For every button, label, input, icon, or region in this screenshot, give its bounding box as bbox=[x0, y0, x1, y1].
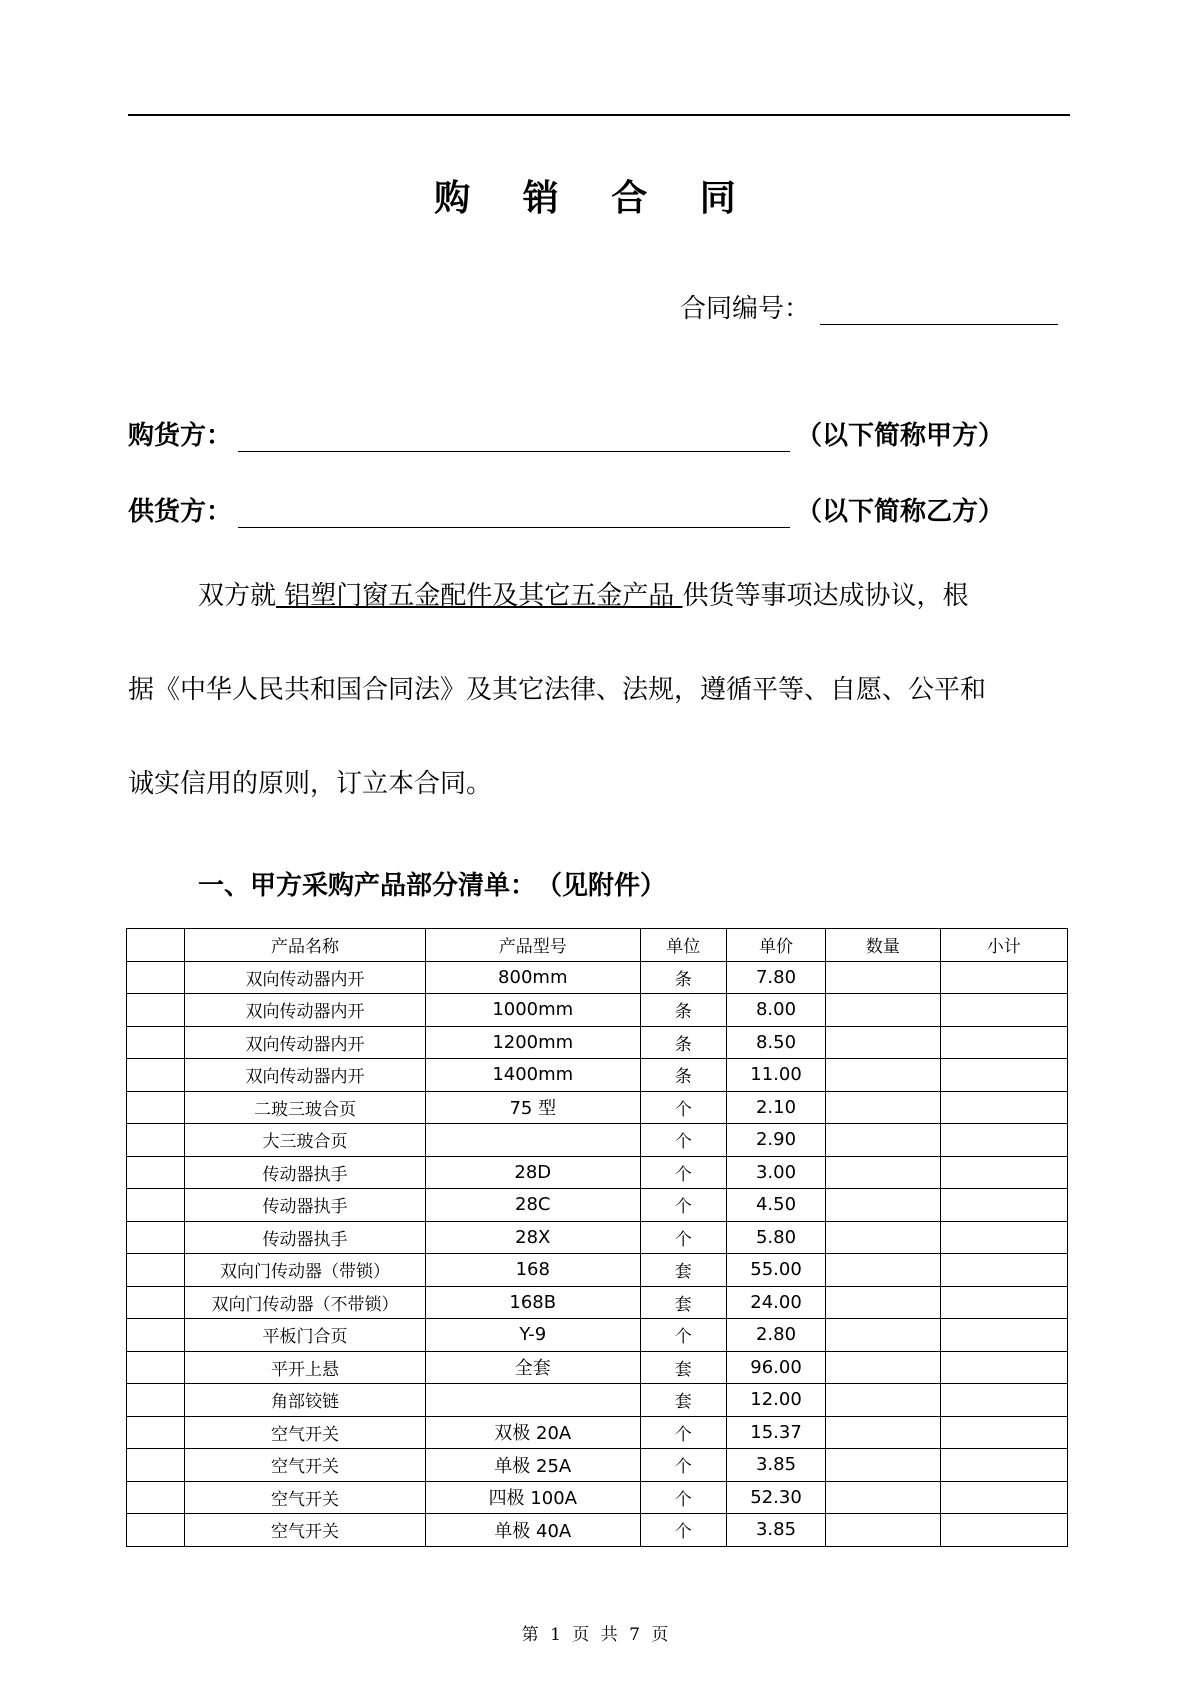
page-footer: 第 1 页 共 7 页 bbox=[521, 1625, 669, 1645]
document-title: 购 销 合 同 bbox=[434, 178, 756, 219]
price-cell: 3.85 bbox=[726, 1449, 825, 1482]
unit-cell: 套 bbox=[640, 1351, 726, 1384]
unit-cell: 个 bbox=[640, 1416, 726, 1449]
quantity-cell[interactable] bbox=[826, 1221, 940, 1254]
quantity-cell[interactable] bbox=[826, 1351, 940, 1384]
unit-cell: 条 bbox=[640, 1026, 726, 1059]
product-name-cell: 双向传动器内开 bbox=[185, 1059, 426, 1092]
quantity-cell[interactable] bbox=[826, 994, 940, 1027]
product-name-cell: 双向传动器内开 bbox=[185, 1026, 426, 1059]
buyer-line bbox=[128, 415, 1004, 452]
quantity-cell[interactable] bbox=[826, 1514, 940, 1547]
subtotal-cell[interactable] bbox=[940, 1221, 1067, 1254]
unit-cell: 条 bbox=[640, 994, 726, 1027]
product-name-cell: 空气开关 bbox=[185, 1514, 426, 1547]
unit-cell: 条 bbox=[640, 1059, 726, 1092]
header-product-name: 产品名称 bbox=[185, 929, 426, 962]
quantity-cell[interactable] bbox=[826, 1286, 940, 1319]
subtotal-cell[interactable] bbox=[940, 1091, 1067, 1124]
header-quantity: 数量 bbox=[826, 929, 940, 962]
quantity-cell[interactable] bbox=[826, 1026, 940, 1059]
contract-number-field bbox=[680, 288, 1058, 325]
price-cell: 3.00 bbox=[726, 1156, 825, 1189]
quantity-cell[interactable] bbox=[826, 1091, 940, 1124]
model-cell: 28C bbox=[425, 1189, 640, 1222]
price-cell: 2.90 bbox=[726, 1124, 825, 1157]
row-index-cell bbox=[127, 1384, 185, 1417]
model-cell: 28D bbox=[425, 1156, 640, 1189]
unit-cell: 套 bbox=[640, 1254, 726, 1287]
subtotal-cell[interactable] bbox=[940, 1351, 1067, 1384]
header-model: 产品型号 bbox=[425, 929, 640, 962]
contract-number-label: 合同编号： bbox=[680, 294, 811, 324]
row-index-cell bbox=[127, 1026, 185, 1059]
row-index-cell bbox=[127, 1091, 185, 1124]
product-name-cell: 大三玻合页 bbox=[185, 1124, 426, 1157]
table-row bbox=[127, 1221, 1068, 1254]
subtotal-cell[interactable] bbox=[940, 1384, 1067, 1417]
table-row bbox=[127, 1351, 1068, 1384]
intro-line-3: 诚实信用的原则，订立本合同。 bbox=[128, 769, 493, 799]
intro-suffix: 供货等事项达成协议，根 bbox=[682, 581, 969, 611]
model-cell: 75 型 bbox=[425, 1091, 640, 1124]
price-cell: 24.00 bbox=[726, 1286, 825, 1319]
row-index-cell bbox=[127, 961, 185, 994]
unit-cell: 条 bbox=[640, 961, 726, 994]
product-name-cell: 双向门传动器（不带锁） bbox=[185, 1286, 426, 1319]
quantity-cell[interactable] bbox=[826, 961, 940, 994]
table-row bbox=[127, 1384, 1068, 1417]
table-row bbox=[127, 1416, 1068, 1449]
intro-line-2: 据《中华人民共和国合同法》及其它法律、法规，遵循平等、自愿、公平和 bbox=[128, 675, 987, 705]
subtotal-cell[interactable] bbox=[940, 1156, 1067, 1189]
supplier-blank[interactable] bbox=[238, 499, 790, 528]
model-cell: 四极 100A bbox=[425, 1481, 640, 1514]
subtotal-cell[interactable] bbox=[940, 1026, 1067, 1059]
model-cell: Y-9 bbox=[425, 1319, 640, 1352]
product-name-cell: 双向门传动器（带锁） bbox=[185, 1254, 426, 1287]
buyer-suffix: （以下简称甲方） bbox=[796, 421, 1005, 451]
header-price: 单价 bbox=[726, 929, 825, 962]
table-row bbox=[127, 994, 1068, 1027]
row-index-cell bbox=[127, 1156, 185, 1189]
table-row bbox=[127, 1319, 1068, 1352]
product-name-cell: 空气开关 bbox=[185, 1449, 426, 1482]
price-cell: 15.37 bbox=[726, 1416, 825, 1449]
unit-cell: 个 bbox=[640, 1091, 726, 1124]
buyer-blank[interactable] bbox=[238, 423, 790, 452]
price-cell: 52.30 bbox=[726, 1481, 825, 1514]
table-row bbox=[127, 1286, 1068, 1319]
table-header-row bbox=[127, 929, 1068, 962]
row-index-cell bbox=[127, 1286, 185, 1319]
intro-line-1 bbox=[128, 575, 1070, 612]
table-row bbox=[127, 1189, 1068, 1222]
price-cell: 2.10 bbox=[726, 1091, 825, 1124]
header-rule bbox=[128, 114, 1070, 116]
unit-cell: 个 bbox=[640, 1189, 726, 1222]
unit-cell: 个 bbox=[640, 1481, 726, 1514]
subtotal-cell[interactable] bbox=[940, 961, 1067, 994]
unit-cell: 个 bbox=[640, 1221, 726, 1254]
subtotal-cell[interactable] bbox=[940, 1189, 1067, 1222]
header-subtotal: 小计 bbox=[940, 929, 1067, 962]
unit-cell: 个 bbox=[640, 1319, 726, 1352]
price-cell: 5.80 bbox=[726, 1221, 825, 1254]
unit-cell: 个 bbox=[640, 1124, 726, 1157]
unit-cell: 套 bbox=[640, 1384, 726, 1417]
subtotal-cell[interactable] bbox=[940, 1514, 1067, 1547]
product-table bbox=[126, 928, 1068, 1547]
quantity-cell[interactable] bbox=[826, 1254, 940, 1287]
subtotal-cell[interactable] bbox=[940, 1481, 1067, 1514]
subtotal-cell[interactable] bbox=[940, 1319, 1067, 1352]
model-cell bbox=[425, 1384, 640, 1417]
price-cell: 96.00 bbox=[726, 1351, 825, 1384]
subtotal-cell[interactable] bbox=[940, 1254, 1067, 1287]
intro-subject: 铝塑门窗五金配件及其它五金产品 bbox=[276, 581, 683, 611]
product-name-cell: 二玻三玻合页 bbox=[185, 1091, 426, 1124]
product-name-cell: 传动器执手 bbox=[185, 1189, 426, 1222]
header-index bbox=[127, 929, 185, 962]
section-1-title: 一、甲方采购产品部分清单： （见附件） bbox=[198, 871, 667, 901]
quantity-cell[interactable] bbox=[826, 1384, 940, 1417]
row-index-cell bbox=[127, 1221, 185, 1254]
quantity-cell[interactable] bbox=[826, 1416, 940, 1449]
quantity-cell[interactable] bbox=[826, 1059, 940, 1092]
row-index-cell bbox=[127, 1351, 185, 1384]
product-name-cell: 双向传动器内开 bbox=[185, 994, 426, 1027]
unit-cell: 个 bbox=[640, 1449, 726, 1482]
subtotal-cell[interactable] bbox=[940, 1286, 1067, 1319]
row-index-cell bbox=[127, 1254, 185, 1287]
table-row bbox=[127, 1156, 1068, 1189]
row-index-cell bbox=[127, 1481, 185, 1514]
quantity-cell[interactable] bbox=[826, 1189, 940, 1222]
quantity-cell[interactable] bbox=[826, 1124, 940, 1157]
unit-cell: 套 bbox=[640, 1286, 726, 1319]
price-cell: 4.50 bbox=[726, 1189, 825, 1222]
table-row bbox=[127, 1481, 1068, 1514]
product-name-cell: 平开上悬 bbox=[185, 1351, 426, 1384]
price-cell: 12.00 bbox=[726, 1384, 825, 1417]
model-cell: 1000mm bbox=[425, 994, 640, 1027]
row-index-cell bbox=[127, 1416, 185, 1449]
model-cell: 168B bbox=[425, 1286, 640, 1319]
quantity-cell[interactable] bbox=[826, 1481, 940, 1514]
unit-cell: 个 bbox=[640, 1156, 726, 1189]
quantity-cell[interactable] bbox=[826, 1156, 940, 1189]
table-row bbox=[127, 961, 1068, 994]
row-index-cell bbox=[127, 1059, 185, 1092]
table-row bbox=[127, 1124, 1068, 1157]
supplier-line bbox=[128, 491, 1004, 528]
product-name-cell: 传动器执手 bbox=[185, 1156, 426, 1189]
model-cell: 单极 40A bbox=[425, 1514, 640, 1547]
subtotal-cell[interactable] bbox=[940, 1124, 1067, 1157]
supplier-label: 供货方： bbox=[128, 497, 233, 527]
intro-prefix: 双方就 bbox=[198, 581, 277, 611]
product-name-cell: 空气开关 bbox=[185, 1416, 426, 1449]
unit-cell: 个 bbox=[640, 1514, 726, 1547]
row-index-cell bbox=[127, 1449, 185, 1482]
price-cell: 55.00 bbox=[726, 1254, 825, 1287]
model-cell: 1200mm bbox=[425, 1026, 640, 1059]
row-index-cell bbox=[127, 1124, 185, 1157]
row-index-cell bbox=[127, 994, 185, 1027]
subtotal-cell[interactable] bbox=[940, 1449, 1067, 1482]
table-row bbox=[127, 1449, 1068, 1482]
product-name-cell: 空气开关 bbox=[185, 1481, 426, 1514]
product-name-cell: 双向传动器内开 bbox=[185, 961, 426, 994]
model-cell: 1400mm bbox=[425, 1059, 640, 1092]
subtotal-cell[interactable] bbox=[940, 1416, 1067, 1449]
price-cell: 3.85 bbox=[726, 1514, 825, 1547]
product-name-cell: 平板门合页 bbox=[185, 1319, 426, 1352]
model-cell: 168 bbox=[425, 1254, 640, 1287]
table-row bbox=[127, 1091, 1068, 1124]
price-cell: 8.50 bbox=[726, 1026, 825, 1059]
model-cell: 800mm bbox=[425, 961, 640, 994]
model-cell bbox=[425, 1124, 640, 1157]
price-cell: 11.00 bbox=[726, 1059, 825, 1092]
quantity-cell[interactable] bbox=[826, 1319, 940, 1352]
contract-number-blank[interactable] bbox=[820, 300, 1058, 325]
table-row bbox=[127, 1514, 1068, 1547]
product-name-cell: 传动器执手 bbox=[185, 1221, 426, 1254]
header-unit: 单位 bbox=[640, 929, 726, 962]
price-cell: 7.80 bbox=[726, 961, 825, 994]
product-name-cell: 角部铰链 bbox=[185, 1384, 426, 1417]
model-cell: 28X bbox=[425, 1221, 640, 1254]
row-index-cell bbox=[127, 1319, 185, 1352]
row-index-cell bbox=[127, 1189, 185, 1222]
subtotal-cell[interactable] bbox=[940, 994, 1067, 1027]
row-index-cell bbox=[127, 1514, 185, 1547]
quantity-cell[interactable] bbox=[826, 1449, 940, 1482]
price-cell: 8.00 bbox=[726, 994, 825, 1027]
model-cell: 单极 25A bbox=[425, 1449, 640, 1482]
table-row bbox=[127, 1254, 1068, 1287]
price-cell: 2.80 bbox=[726, 1319, 825, 1352]
table-row bbox=[127, 1026, 1068, 1059]
subtotal-cell[interactable] bbox=[940, 1059, 1067, 1092]
model-cell: 全套 bbox=[425, 1351, 640, 1384]
model-cell: 双极 20A bbox=[425, 1416, 640, 1449]
buyer-label: 购货方： bbox=[128, 421, 233, 451]
supplier-suffix: （以下简称乙方） bbox=[796, 497, 1005, 527]
table-row bbox=[127, 1059, 1068, 1092]
